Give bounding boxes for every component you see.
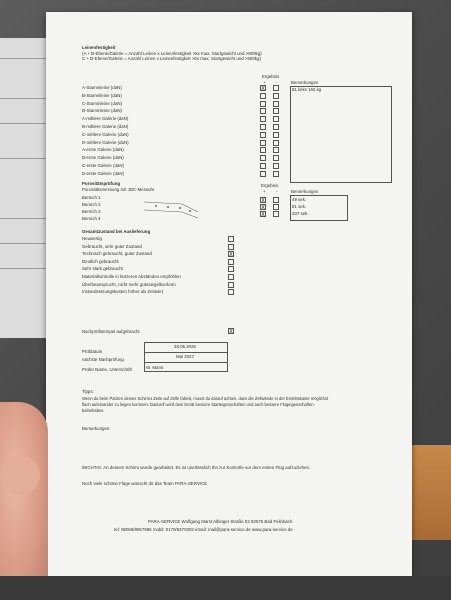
section1-plus-box [260, 108, 266, 114]
section2-plus-box: X [261, 212, 265, 218]
section2-minus-box [273, 197, 279, 203]
section1-minus-box [273, 93, 279, 99]
section2-row-label: Bereich 2 [82, 202, 101, 207]
gruss-text: Noch viele schöne Flüge wünscht dir das Team PARA-SERVICE [82, 481, 208, 486]
section1-minus-box [273, 124, 279, 130]
section1-plus-box: X [261, 86, 265, 92]
section2-plus-box: X [261, 205, 265, 211]
tipps-line2: flach aufeinander zu liegen kommen. Dadurch wird dein Gerät bessere Starteigenschaften und auch bessere Flugeigenschaften [82, 402, 314, 407]
section1-minus-box [273, 132, 279, 138]
naechste-value: Mai 2027 [176, 354, 195, 359]
section1-plus-box [260, 147, 266, 153]
tipps-line1: Wenn du beim Packen deines Schirms Zeile auf Zelle faltest, musst du darauf achten, dass die Zellwände in der Eintrittskante möglichst [82, 396, 329, 401]
section1-plus-box [260, 101, 266, 107]
section3-checkbox [228, 259, 234, 265]
section1-bemerkungen: Bemerkungen [291, 80, 319, 85]
stamp-label: Nachprüfstempel aufgebracht [82, 329, 140, 334]
section1-remarks-box [290, 86, 392, 183]
section1-row-label: B-Stammleine (daN) [82, 92, 122, 98]
stamp-checkbox: X [229, 329, 233, 335]
section1-plus-box [260, 140, 266, 146]
section2-plus-box: X [261, 198, 265, 204]
section3-row-label: Überbeansprucht, nicht mehr gütesiegelkonform [82, 281, 176, 287]
section1-plus-box [260, 116, 266, 122]
section1-note2: C + D-Ebene/Galerie = Anzahl Leinen x Leinenfestigkeit >6x max. Startgewicht und >600kg) [82, 56, 261, 61]
footer-line2: tel: 08066/8857996 mobil: 0179/5370302 email: mail@para-service.de www.para-service.de [114, 527, 293, 532]
section3-row-label: Technisch gebraucht, guter Zustand [82, 251, 152, 257]
section3-row-label: Instandsetzungskosten höher als Zeitwert [82, 289, 164, 295]
section2-row-label: Bereich 3 [82, 209, 101, 214]
section1-minus-box [273, 147, 279, 153]
section1-plus-box [260, 171, 266, 177]
section1-row-label: B-mittlere Galerie (daN) [82, 124, 129, 129]
section1-minus-box [273, 116, 279, 122]
section1-note1: (A + B-Ebene/Galerie = Anzahl Leinen x Leinenfestigkeit >8x max. Startgewicht und >800kg) [82, 51, 262, 56]
section3-row-label: Neuwertig [82, 236, 102, 241]
section1-minus-box [273, 171, 279, 177]
section2-minus-box [273, 204, 279, 210]
section1-row-label: C-erste Galerie (daN) [82, 163, 124, 168]
section2-ergebnis: Ergebnis [261, 183, 279, 188]
section2-title: Porositätsprüfung [82, 181, 121, 186]
section3-row-label: Deutlich gebraucht [82, 258, 119, 264]
section1-row-label: A-mittlere Galerie (daN) [82, 116, 129, 122]
section1-plus: + [263, 80, 266, 85]
section1-minus-box [273, 85, 279, 91]
section2-value: 207 sek. [292, 211, 309, 216]
pruefer-label: Prüfer Name, Unterschrift [82, 367, 132, 372]
section3-title: Gesamtzustand bei Auslieferung [82, 229, 151, 234]
section1-ergebnis: Ergebnis [262, 74, 280, 79]
tipps-title: Tipps: [82, 389, 94, 394]
tipps-line3: beibehalten. [82, 408, 105, 413]
section3-checkbox [228, 289, 234, 295]
pruefdatum-value: 28.05.2025 [174, 344, 196, 349]
section2-row-label: Bereich 4 [82, 216, 101, 221]
section3-checkbox [228, 282, 234, 288]
document-page [46, 12, 412, 577]
section2-row-label: Bereich 1 [82, 195, 101, 200]
section2-plus: + [263, 189, 266, 194]
section1-minus-box [273, 140, 279, 146]
thumb [0, 455, 40, 495]
footer-line1: PARA-SERVICE Wolfgang Marst Albinger Straße 52 83075 Bad Feilnbach [148, 519, 293, 524]
section1-plus-box [260, 155, 266, 161]
section1-row-label: C-Stammleine (daN) [82, 100, 123, 106]
section1-row-label: B-erste Galerie (daN) [82, 155, 124, 161]
pruefer-value: W. Marst [146, 365, 164, 370]
section1-plus-box [260, 163, 266, 169]
section1-title: Leinenfestigkeit [82, 45, 116, 50]
pruefdatum-label: Prüfdatum [82, 349, 103, 354]
section2-minus: - [276, 189, 278, 194]
section1-minus-box [273, 101, 279, 107]
section3-row-label: Sehr stark gebraucht [82, 266, 123, 272]
back-sheet [0, 38, 50, 338]
section1-row-label: A-erste Galerie (daN) [82, 147, 124, 153]
section1-minus: - [276, 80, 278, 85]
section1-remark-text: 81 links 165 kg [292, 87, 322, 92]
section1-minus-box [273, 108, 279, 114]
section2-value: 81 sek. [292, 204, 307, 209]
wichtig-text: WICHTIG: An deinem Schirm wurde gearbeitet. Es ist unerlässlich Ihn zur Kontrolle vor dem ersten Flug aufzuziehen. [82, 465, 311, 470]
section1-plus-box [260, 124, 266, 130]
section3-checkbox [228, 274, 234, 280]
bemerkungen-label: Bemerkungen: [82, 426, 111, 431]
section1-row-label: C-mittlere Galerie (daN) [82, 131, 129, 137]
wing-sketch [142, 198, 202, 222]
naechste-label: nächste Nachprüfung [82, 357, 124, 362]
section3-checkbox [228, 244, 234, 250]
section1-row-label: A-Stammleine (daN) [82, 85, 122, 90]
section2-minus-box [273, 211, 279, 217]
section2-bemerkungen: Bemerkungen [291, 189, 319, 194]
section2-value: 49 sek. [292, 197, 307, 202]
section1-row-label: D-mittlere Galerie (daN) [82, 139, 129, 145]
section1-minus-box [273, 155, 279, 161]
section3-checkbox [228, 266, 234, 272]
section3-checkbox [228, 236, 234, 242]
section1-plus-box [260, 93, 266, 99]
section3-checkbox: X [229, 252, 233, 259]
section1-row-label: D-erste Galerie (daN) [82, 170, 124, 176]
section1-plus-box [260, 132, 266, 138]
hand [0, 402, 48, 600]
section2-subtitle: Porositätsmessung mit JDC-Messuhr [82, 187, 155, 192]
section3-row-label: Gebraucht, sehr guter Zustand [82, 243, 142, 249]
section1-minus-box [273, 163, 279, 169]
floor-shadow [0, 576, 451, 600]
section3-row-label: Materialkontrolle in kürzeren Abständen empfohlen [82, 274, 181, 279]
section1-row-label: D-Stammleine (daN) [82, 108, 123, 114]
